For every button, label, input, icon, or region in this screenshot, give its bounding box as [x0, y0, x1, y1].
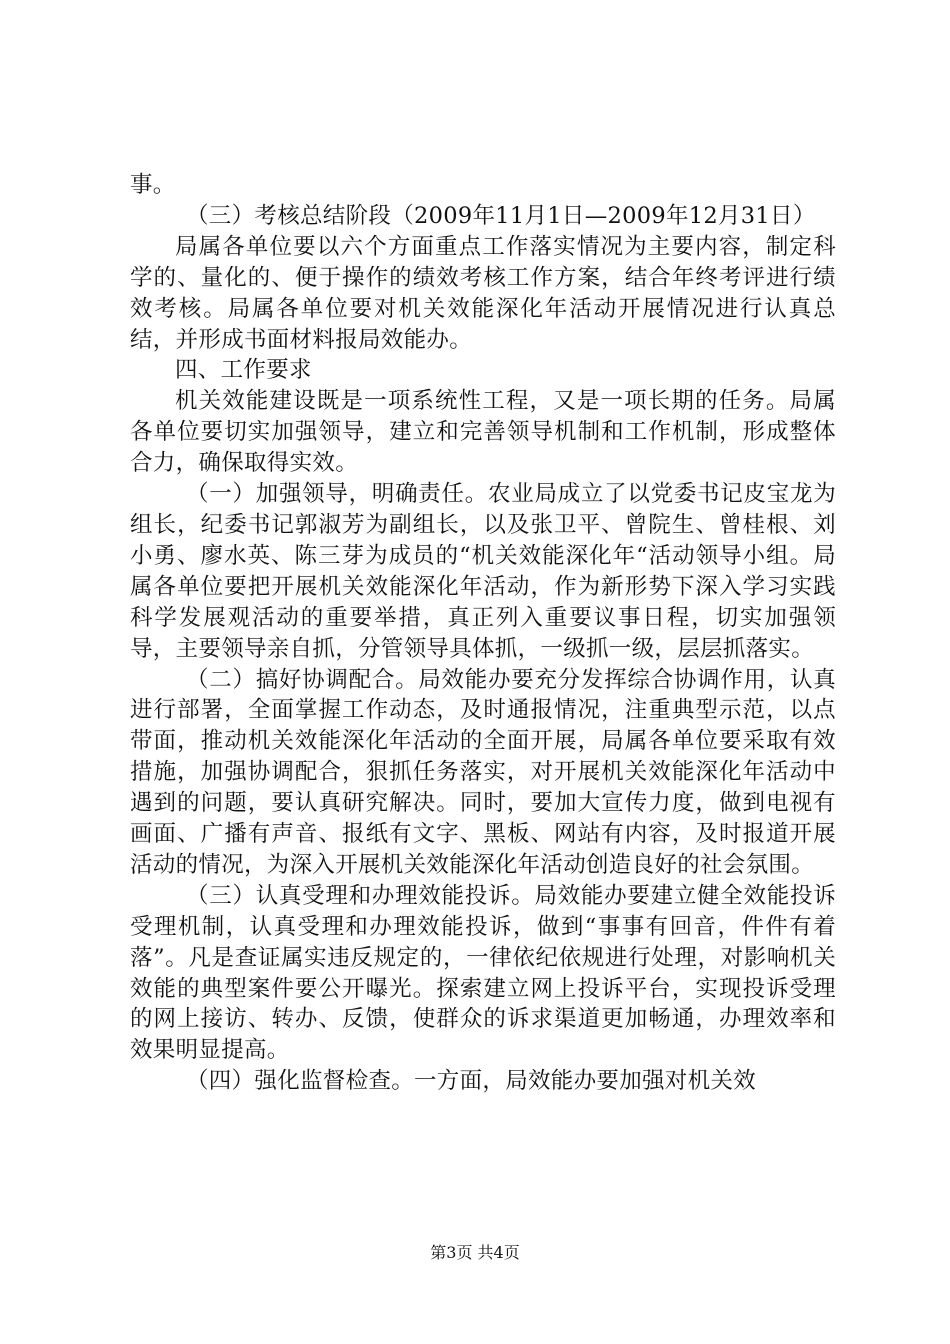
paragraph-complaints: （三）认真受理和办理效能投诉。局效能办要建立健全效能投诉受理机制，认真受理和办理效能投诉，做到“事事有回音，件件有着落”。凡是查证属实违反规定的，一律依纪依规进行处理，对影响机关效能的典型案件要公开曝光。探索建立网上投诉平台，实现投诉受理的网上接访、转办、反馈，使群众的诉求渠道更加畅通，办理效率和效果明显提高。: [130, 882, 836, 1064]
page-number-footer: 第3页 共4页: [430, 1243, 520, 1262]
paragraph-coordination: （二）搞好协调配合。局效能办要充分发挥综合协调作用，认真进行部署，全面掌握工作动态，及时通报情况，注重典型示范，以点带面，推动机关效能深化年活动的全面开展，局属各单位要采取有效措施，加强协调配合，狠抓任务落实，对开展机关效能深化年活动中遇到的问题，要认真研究解决。同时，要加大宣传力度，做到电视有画面、广播有声音、报纸有文字、黑板、网站有内容，及时报道开展活动的情况，为深入开展机关效能深化年活动创造良好的社会氛围。: [130, 666, 836, 878]
section-heading-stage-three: （三）考核总结阶段（2009年11月1日—2009年12月31日）: [186, 202, 816, 229]
paragraph-strengthen-leadership: （一）加强领导，明确责任。农业局成立了以党委书记皮宝龙为组长，纪委书记郭淑芳为副组长，以及张卫平、曾院生、曾桂根、刘小勇、廖水英、陈三芽为成员的“机关效能深化年“活动领导小组。局属各单位要把开展机关效能深化年活动，作为新形势下深入学习实践科学发展观活动的重要举措，真正列入重要议事日程，切实加强领导，主要领导亲自抓，分管领导具体抓，一级抓一级，层层抓落实。: [130, 481, 836, 662]
paragraph-efficiency-building: 机关效能建设既是一项系统性工程，又是一项长期的任务。局属各单位要切实加强领导，建立和完善领导机制和工作机制，形成整体合力，确保取得实效。: [130, 388, 836, 477]
paragraph-continuation: 事。: [130, 172, 176, 198]
paragraph-supervision: （四）强化监督检查。一方面，局效能办要加强对机关效: [186, 1068, 757, 1095]
document-body: [130, 170, 836, 1097]
paragraph-assessment: 局属各单位要以六个方面重点工作落实情况为主要内容，制定科学的、量化的、便于操作的绩效考核工作方案，结合年终考评进行绩效考核。局属各单位要对机关效能深化年活动开展情况进行认真总结，并形成书面材料报局效能办。: [130, 233, 836, 353]
section-heading-work-requirements: 四、工作要求: [175, 357, 312, 384]
